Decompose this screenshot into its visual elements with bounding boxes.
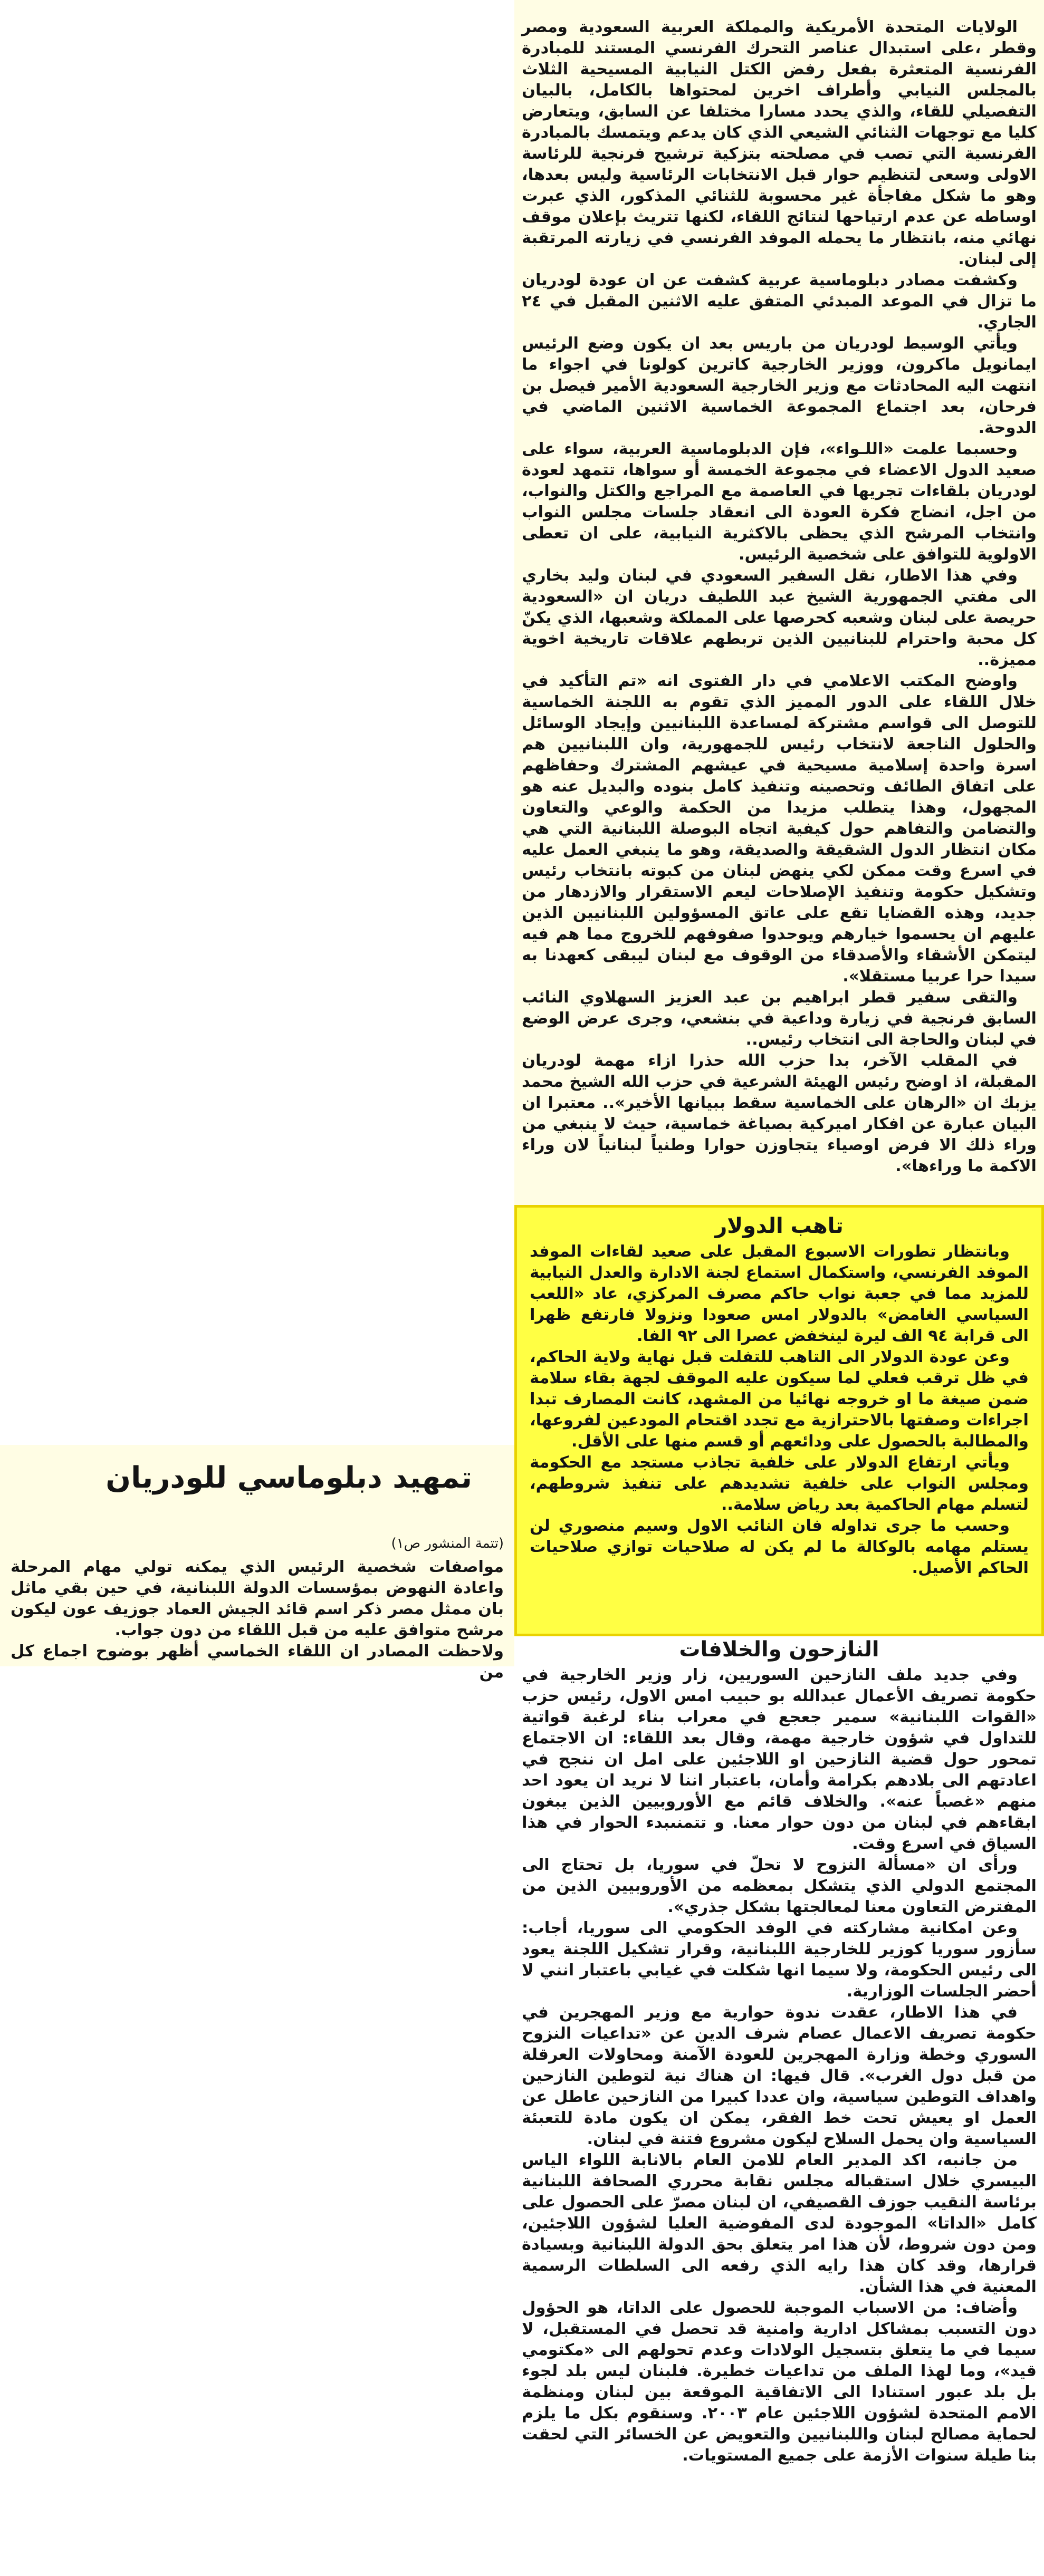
article-paragraph: واوضح المكتب الاعلامي في دار الفتوى انه «تم التأكيد في خلال اللقاء على الدور المميز الذي تقوم به اللجنة الخماسية للتوصل الى قواسم مشتركة لمساعدة اللبنانيين وإيجاد الوسائل والحلول الناجعة لانتخاب رئيس للجمهورية، وان اللبنانيين هم اسرة واحدة إسلامية مسيحية في عيشهم المشترك وحفاظهم على اتفاق الطائف وتحصينه وتنفيذ كامل بنوده والبديل عنه هو المجهول، وهذا يتطلب مزيدا من الحكمة والوعي والتعاون والتضامن والتفاهم حول كيفية اتجاه البوصلة اللبنانية التي هي مكان انتظار الدول الشقيقة والصديقة، وهو ما ينبغي العمل عليه في اسرع وقت ممكن لكي ينهض لبنان من كبوته بانتخاب رئيس وتشكيل حكومة وتنفيذ الإصلاحات ليعم الاستقرار والازدهار من جديد، وهذه القضايا تقع على عاتق المسؤولين اللبنانيين الذين عليهم ان يحسموا خيارهم ويوحدوا صفوفهم للخروج مما هم فيه ليتمكن الأشقاء والأصدقاء من الوقوف مع لبنان ليبقى كعهدنا به سيدا حرا عربيا مستقلا». bbox=[522, 672, 1037, 986]
side-story-headline: تمهيد دبلوماسي للودريان bbox=[106, 1461, 472, 1495]
article-paragraph: وفي جديد ملف النازحين السوريين، زار وزير الخارجية في حكومة تصريف الأعمال عبدالله بو حبيب امس الاول، رئيس حزب «القوات اللبنانية» سمير جعجع في معراب بناء لرغبة قواتية للتداول في شؤون خارجية مهمة، وقال بعد اللقاء: ان الاجتماع تمحور حول قضية النازحين او اللاجئين على امل ان ننجح في اعادتهم الى بلادهم بكرامة وأمان، باعتبار اننا لا نريد ان يعود احد منهم «غصباً عنه». والخلاف قائم مع الأوروبيين الذين يبغون ابقاءهم في لبنان من دون حوار معنا. و تتمنىبدء الحوار في هذا السياق في اسرع وقت. bbox=[522, 1666, 1037, 1853]
article-column-top bbox=[514, 0, 1044, 1205]
article-paragraph: وحسبما علمت «اللـواء»، فإن الدبلوماسية العربية، سواء على صعيد الدول الاعضاء في مجموعة الخمسة أو سواها، تتمهد لعودة لودريان بلقاءات تجريها في العاصمة مع المراجع والكتل والنواب، من اجل، انضاج فكرة العودة الى انعقاد جلسات مجلس النواب وانتخاب المرشح الذي يحظى بالاكثرية النيابية، على ان تعطى الاولوية للتوافق على شخصية الرئيس. bbox=[522, 440, 1037, 564]
article-paragraph: ويأتي الوسيط لودريان من باريس بعد ان يكون وضع الرئيس ايمانويل ماكرون، ووزير الخارجية كاترين كولونا في اجواء ما انتهت اليه المحادثات مع وزير الخارجية السعودية الأمير فيصل بن فرحان، بعد اجتماع المجموعة الخماسية الاثنين الماضي في الدوحة. bbox=[522, 334, 1037, 437]
article-paragraph: الولايات المتحدة الأمريكية والمملكة العربية السعودية ومصر وقطر ،على استبدال عناصر التحرك الفرنسي المستند للمبادرة الفرنسية المتعثرة بفعل رفض الكتل النيابية المسيحية الثلاث بالمجلس النيابي وأطراف اخرين لمحتواها بالكامل، بالبيان التفصيلي للقاء، والذي يحدد مسارا مختلفا عن السابق، ويتعارض كليا مع توجهات الثنائي الشيعي الذي كان يدعم ويتمسك بالمبادرة الفرنسية التي تصب في مصلحته بتزكية ترشيح فرنجية للرئاسة الاولى وسعى لتنظيم حوار قبل الانتخابات الرئاسية وليس بعدها، وهو ما شكل مفاجأة غير محسوبة للثنائي المذكور، الذي عبرت اوساطه عن عدم ارتياحها لنتائج اللقاء، لكنها تتريث بإعلان موقف نهائي منه، بانتظار ما يحمله الموفد الفرنسي في زيارته المرتقبة إلى لبنان. bbox=[522, 18, 1037, 268]
side-story-paragraph: ولاحظت المصادر ان اللقاء الخماسي أظهر بوضوح اجماع كل من bbox=[11, 1642, 504, 1682]
section-heading-displaced: النازحون والخلافات bbox=[679, 1637, 879, 1662]
article-paragraph: وفي هذا الاطار، نقل السفير السعودي في لبنان وليد بخاري الى مفتي الجمهورية الشيخ عبد اللطيف دريان ان «السعودية حريصة على لبنان وشعبه كحرصها على المملكة وشعبها، الذي يكنّ كل محبة واحترام للبنانيين الذين تربطهم علاقات تاريخية اخوية مميزة.. bbox=[522, 566, 1037, 669]
box-paragraph: ويأتي ارتفاع الدولار على خلفية تجاذب مستجد مع الحكومة ومجلس النواب على خلفية تشديدهم على تنفيذ شروطهم، لتسلم مهام الحاكمية بعد رياض سلامة.. bbox=[530, 1453, 1029, 1514]
article-paragraph: من جانبه، اكد المدير العام للامن العام بالانابة اللواء الياس البيسري خلال استقباله مجلس نقابة محرري الصحافة اللبنانية برئاسة النقيب جوزف القصيفي، ان لبنان مصرّ على الحصول على كامل «الداتا» الموجودة لدى المفوضية العليا لشؤون اللاجئين، ومن دون شروط، لأن هذا امر يتعلق بحق الدولة اللبنانية وبسيادة قرارها، وقد كان هذا رايه الذي رفعه الى السلطات الرسمية المعنية في هذا الشأن. bbox=[522, 2151, 1037, 2296]
box-paragraph: وحسب ما جرى تداوله فان النائب الاول وسيم منصوري لن يستلم مهامه بالوكالة ما لم يكن له صلاحيات توازي صلاحيات الحاكم الأصيل. bbox=[530, 1517, 1029, 1577]
article-paragraph: ورأى ان «مسألة النزوح لا تحلّ في سوريا، بل تحتاج الى المجتمع الدولي الذي يتشكل بمعظمه من الأوروبيين الذين من المفترض التعاون معنا لمعالجتها بشكل جذري». bbox=[522, 1856, 1037, 1916]
article-paragraph: وكشفت مصادر دبلوماسية عربية كشفت عن ان عودة لودريان ما تزال في الموعد المبدئي المتفق عليه الاثنين المقبل في ٢٤ الجاري. bbox=[522, 271, 1037, 332]
article-paragraph: وأضاف: من الاسباب الموجبة للحصول على الداتا، هو الحؤول دون التسبب بمشاكل ادارية وامنية قد تحصل في المستقبل، لا سيما في ما يتعلق بتسجيل الولادات وعدم تحولهم الى «مكتومي قيد»، وما لهذا الملف من تداعيات خطيرة. فلبنان ليس بلد لجوء بل بلد عبور استنادا الى الاتفاقية الموقعة بين لبنان ومنظمة الامم المتحدة لشؤون اللاجئين عام ٢٠٠٣. وسنقوم بكل ما يلزم لحماية مصالح لبنان واللبنانيين والتعويض عن الخسائر التي لحقت بنا طيلة سنوات الأزمة على جميع المستويات. bbox=[522, 2299, 1037, 2465]
article-paragraph: في المقلب الآخر، بدا حزب الله حذرا ازاء مهمة لودريان المقبلة، اذ اوضح رئيس الهيئة الشرعية في حزب الله الشيخ محمد يزبك ان «الرهان على الخماسية سقط ببيانها الأخير».. معتبرا ان البيان عبارة عن افكار اميركية بصياغة خماسية، حيث لا ينبغي من وراء ذلك الا فرض اوصياء يتجاوزن حوارا وطنياً لبنانياً لان وراء الاكمة ما وراءها». bbox=[522, 1051, 1037, 1175]
section-heading-dollar: تاهب الدولار bbox=[715, 1214, 844, 1238]
article-paragraph: وعن امكانية مشاركته في الوفد الحكومي الى سوريا، أجاب: سأزور سوريا كوزير للخارجية اللبنانية، وقرار تشكيل اللجنة يعود الى رئيس الحكومة، ولا سيما انها شكلت في غيابي باعتبار انني لا أحضر الجلسات الوزارية. bbox=[522, 1919, 1037, 2001]
article-paragraph: في هذا الاطار، عقدت ندوة حوارية مع وزير المهجرين في حكومة تصريف الاعمال عصام شرف الدين عن «تداعيات النزوح السوري وخطة وزارة المهجرين للعودة الآمنة ومحاولات العرقلة من قبل دول الغرب». قال فيها: ان هناك نية لتوطين النازحين واهداف التوطين سياسية، وان عددا كبيرا من النازحين عاطل عن العمل او يعيش تحت خط الفقر، يمكن ان يكون مادة للتعبئة السياسية وان يحمل السلاح ليكون مشروع فتنة في لبنان. bbox=[522, 2003, 1037, 2148]
article-column-bottom bbox=[514, 1636, 1044, 2576]
side-story-paragraph: مواصفات شخصية الرئيس الذي يمكنه تولي مهام المرحلة واعادة النهوض بمؤسسات الدولة اللبنانية، في حين بقي ماثل بان ممثل مصر ذكر اسم قائد الجيش العماد جوزيف عون ليكون مرشح متوافق عليه من قبل اللقاء من دون جواب. bbox=[11, 1558, 504, 1639]
side-story-card bbox=[0, 1445, 514, 1682]
continued-note: (تتمة المنشور ص١) bbox=[391, 1536, 504, 1551]
side-story-body bbox=[11, 1557, 504, 1683]
box-paragraph: وبانتظار تطورات الاسبوع المقبل على صعيد لقاءات الموفد الموفد الفرنسي، واستكمال استماع لجنة الادارة والعدل النيابية للمزيد مما في جعبة نواب حاكم مصرف المركزي، عاد «اللعب السياسي الغامض» بالدولار امس صعودا ونزولا فارتفع ظهرا الى قرابة ٩٤ الف ليرة لينخفض عصرا الى ٩٢ الفا. bbox=[530, 1242, 1029, 1345]
box-paragraph: وعن عودة الدولار الى التاهب للتفلت قبل نهاية ولاية الحاكم، في ظل ترقب فعلي لما سيكون عليه الموقف لجهة بقاء سلامة ضمن صيغة ما او خروجه نهائيا من المشهد، كانت المصارف تبدا اجراءات وصفتها بالاحترازية مع تجدد اقتحام المودعين لفروعها، والمطالبة بالحصول على ودائعهم أو قسم منها على الأقل. bbox=[530, 1348, 1029, 1451]
article-paragraph: والتقى سفير قطر ابراهيم بن عبد العزيز السهلاوي النائب السابق فرنجية في زيارة وداعية في بنشعي، وجرى عرض الوضع في لبنان والحاجة الى انتخاب رئيس.. bbox=[522, 988, 1037, 1049]
dollar-highlight-box bbox=[514, 1205, 1044, 1636]
